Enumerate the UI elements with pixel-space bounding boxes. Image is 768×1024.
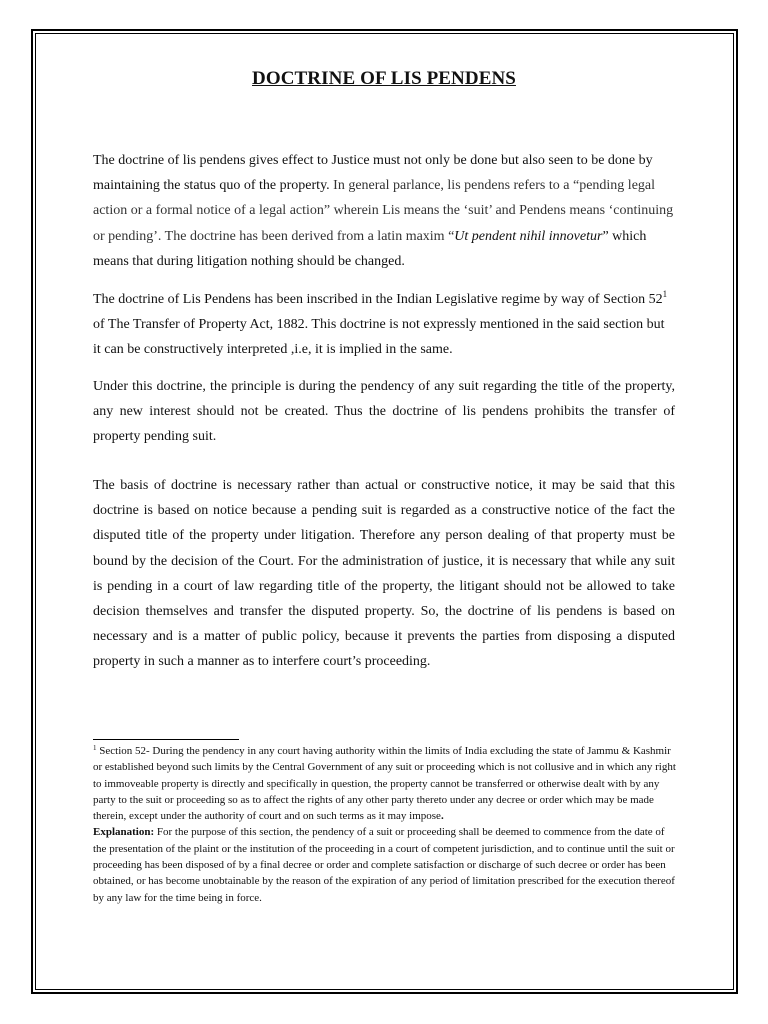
paragraph-intro xyxy=(93,148,675,274)
document-title: DOCTRINE OF LIS PENDENS xyxy=(252,68,516,89)
legislative-text-1: The doctrine of Lis Pendens has been inscribed in the Indian Legislative regime by way of Section 52 xyxy=(93,292,663,307)
intro-ending: ” which means that during litigation nothing should be changed. xyxy=(93,228,647,269)
footnote-explanation xyxy=(93,824,677,905)
footnote-reference[interactable]: 1 xyxy=(662,289,668,299)
intro-sentence: The doctrine of lis pendens gives effect to Justice must not only be done but also seen to be done by maintaining the status quo of the property. xyxy=(93,153,653,194)
explanation-text: For the purpose of this section, the pendency of a suit or proceeding shall be deemed to commence from the date of the presentation of the plaint or the institution of the proceeding in a court of competent jurisdiction, and to continue until the suit or proceeding has been disposed of by a final decree or order and complete satisfaction or discharge of such decree or order has been obtained, or has become unobtainable by the reason of the expiration of any period of limitation prescribed for the execution thereof by any law for the time being in force. xyxy=(93,826,675,904)
legislative-text-2: of The Transfer of Property Act, 1882. This doctrine is not expressly mentioned in the said section but it can be constructively interpreted ,i.e, it is implied in the same. xyxy=(93,317,665,358)
footnote-marker: 1 xyxy=(93,744,97,752)
explanation-label: Explanation: xyxy=(93,826,155,839)
paragraph-principle: Under this doctrine, the principle is during the pendency of any suit regarding the title of the property, any new interest should not be created. Thus the doctrine of lis pendens prohibits the transfer of property pending suit. xyxy=(93,379,675,445)
intro-parlance: In general parlance, lis pendens refers to a “pending legal action or a formal notice of a legal action” wherein Lis means the ‘suit’ and Pendens means ‘continuing or pending’. The doctrine has been derived from a latin maxim “ xyxy=(93,178,674,244)
footnote-text: Section 52- During the pendency in any court having authority within the limits of India excluding the state of Jammu & Kashmir or established beyond such limits by the Central Government of any suit or proceeding which is not collusive and in which any right to immoveable property is directly and specifically in question, the property cannot be transferred or otherwise dealt with by any party to the suit or proceeding so as to affect the rights of any other party thereto under any decree or order which may be made therein, except under the authority of court and on such terms as it may impose xyxy=(93,745,676,823)
footnote xyxy=(93,743,677,906)
paragraph-legislative xyxy=(93,287,675,363)
footnote-period: . xyxy=(440,810,444,823)
footnote-separator xyxy=(93,739,239,740)
paragraph-basis: The basis of doctrine is necessary rather than actual or constructive notice, it may be said that this doctrine is based on notice because a pending suit is regarded as a constructive notice of the fact the disputed title of the property under litigation. Therefore any person dealing of that property must be bound by the decision of the Court. For the administration of justice, it is necessary that while any suit is pending in a court of law regarding title of the property, the litigant should not be allowed to take decision themselves and transfer the disputed property. So, the doctrine of lis pendens is based on necessary and is a matter of public policy, because it prevents the parties from disposing a disputed property in such a manner as to interfere court’s proceeding. xyxy=(93,478,675,670)
footnote-section-52 xyxy=(93,743,677,824)
latin-maxim: Ut pendent nihil innovetur xyxy=(454,228,603,244)
